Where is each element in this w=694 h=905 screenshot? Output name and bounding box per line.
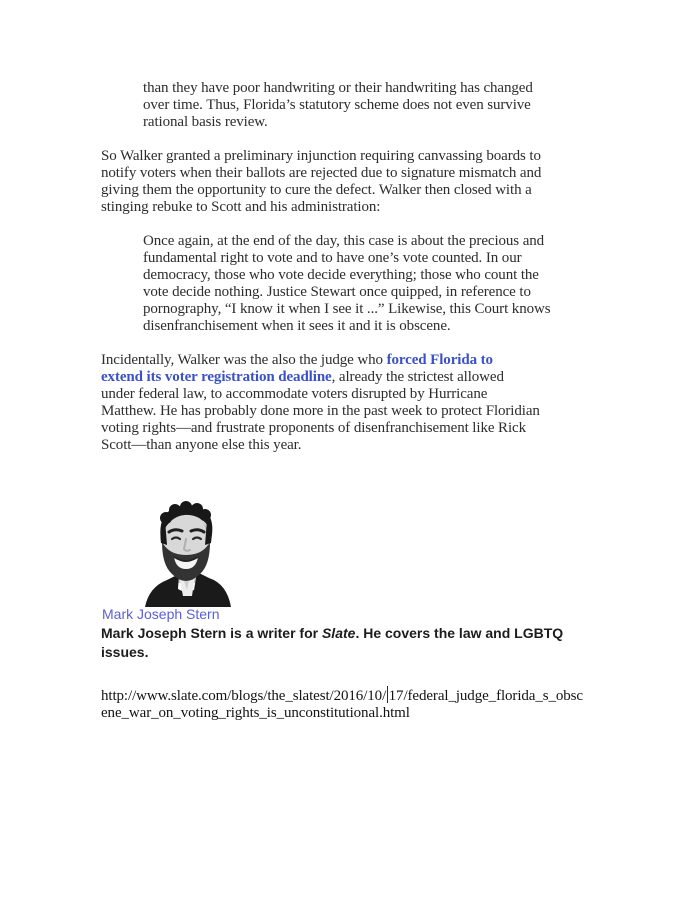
text-line: over time. Thus, Florida’s statutory scheme does not even survive [143,97,531,113]
url-text: 17/federal_judge_florida_s_obsc [388,688,583,704]
url-text: http://www.slate.com/blogs/the_slatest/2016/10/ [101,688,387,704]
blockquote-court-quote [143,233,621,335]
text-line: stinging rebuke to Scott and his administration: [101,199,381,215]
article-body [101,80,621,471]
author-bio [101,624,563,662]
text-run: Incidentally, Walker was the also the judge who [101,352,387,368]
text-run: Mark Joseph Stern is a writer for [101,625,322,641]
text-line: Once again, at the end of the day, this case is about the precious and [143,233,545,249]
author-headshot-image [137,497,237,607]
text-run: . He covers the law and LGBTQ [355,625,564,641]
text-line [101,352,621,369]
url-text: ene_war_on_voting_rights_is_unconstitutional.html [101,705,410,721]
author-photo [137,497,237,607]
paragraph-incidentally [101,352,621,454]
text-line: voting rights—and frustrate proponents of disenfranchisement like Rick [101,420,526,436]
text-run: , already the strictest allowed [331,369,504,385]
author-name-link[interactable]: Mark Joseph Stern [102,606,220,622]
paragraph-injunction [101,148,621,216]
voter-registration-deadline-link[interactable]: extend its voter registration deadline [101,369,332,385]
text-line: democracy, those who vote decide everything; those who count the [143,267,539,283]
text-line: under federal law, to accommodate voters disrupted by Hurricane [101,386,488,402]
text-line [101,686,583,705]
slate-italic-text: Slate [321,625,356,641]
text-line: Scott—than anyone else this year. [101,437,302,453]
text-line: rational basis review. [143,114,268,130]
text-line: Matthew. He has probably done more in the past week to protect Floridian [101,403,540,419]
text-line: vote decide nothing. Justice Stewart once quipped, in reference to [143,284,531,300]
text-line: issues. [101,644,149,660]
text-line: than they have poor handwriting or their handwriting has changed [143,80,533,96]
text-line: So Walker granted a preliminary injunction requiring canvassing boards to [101,148,541,164]
text-line: notify voters when their ballots are rejected due to signature mismatch and [101,165,542,181]
blockquote-ruling-excerpt [143,80,621,131]
voter-registration-deadline-link[interactable]: forced Florida to [386,352,493,368]
source-url [101,686,583,722]
text-line: giving them the opportunity to cure the defect. Walker then closed with a [101,182,532,198]
text-line: pornography, “I know it when I see it ...” Likewise, this Court knows [143,301,551,317]
text-line [101,369,621,386]
text-line [101,624,563,643]
text-line: fundamental right to vote and to have one’s vote counted. In our [143,250,522,266]
text-line: disenfranchisement when it sees it and it is obscene. [143,318,451,334]
